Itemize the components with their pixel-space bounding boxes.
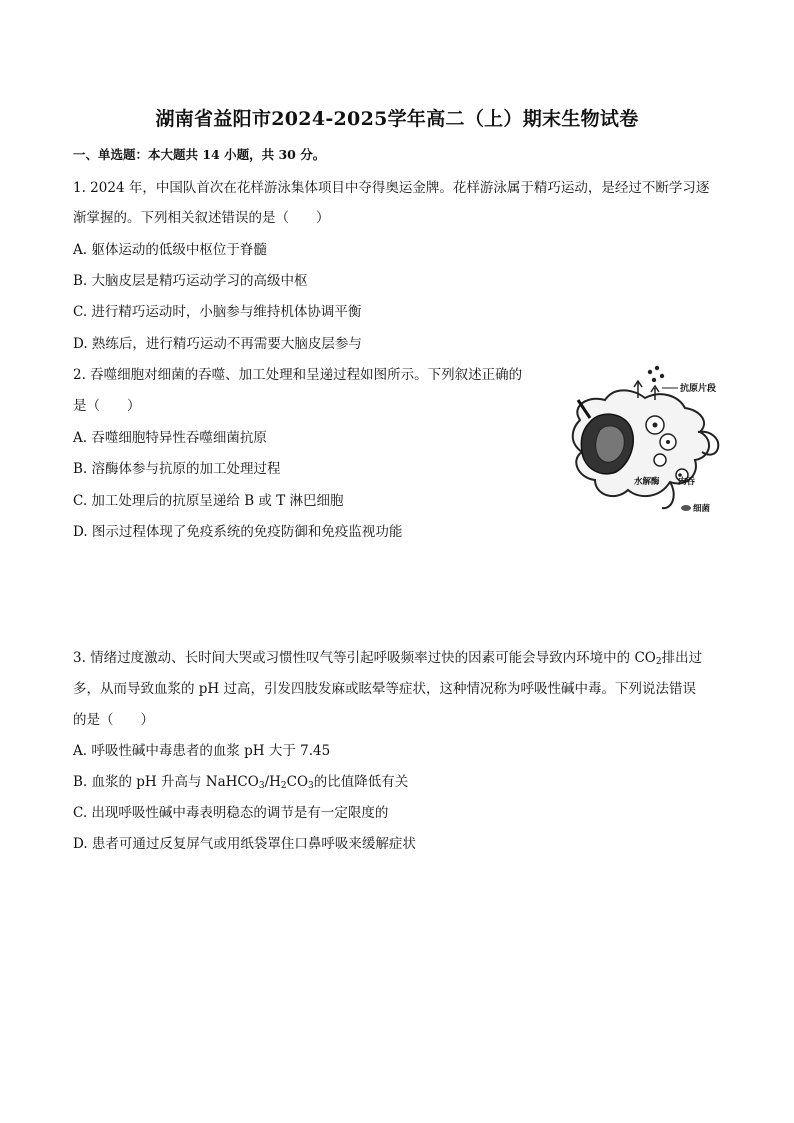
q2-option-c: C. 加工处理后的抗原呈递给 B 或 T 淋巴细胞 [73,493,344,509]
label-endosome: 内吞 [678,477,696,487]
page-title: 湖南省益阳市2024-2025学年高二（上）期末生物试卷 [155,108,639,130]
bacteria-shape [681,505,691,511]
q2-option-b: B. 溶酶体参与抗原的加工处理过程 [73,461,281,477]
q3-stem-line1: 3. 情绪过度激动、长时间大哭或习惯性叹气等引起呼吸频率过快的因素可能会导致内环境中的 $CO_2$排出过 [73,650,703,667]
q1-stem-line2: 渐掌握的。下列相关叙述错误的是（ ） [73,210,330,226]
label-hydrolase: 水解酶 [634,477,660,487]
section-heading: 一、单选题：本大题共 14 小题，共 30 分。 [73,147,326,162]
q3-option-d: D. 患者可通过反复屏气或用纸袋罩住口鼻呼吸来缓解症状 [73,836,416,852]
q2-stem-line2: 是（ ） [73,398,141,414]
q3-option-c: C. 出现呼吸性碱中毒表明稳态的调节是有一定限度的 [73,805,389,821]
phagocyte-figure [560,360,725,525]
q3-option-b: B. 血浆的 pH 升高与 $NaHCO_3/H_2CO_3$的比值降低有关 [73,774,409,791]
label-bacteria: 细菌 [693,504,711,514]
q3-option-a: A. 呼吸性碱中毒患者的血浆 pH 大于 7.45 [73,743,331,759]
q1-option-d: D. 熟练后，进行精巧运动不再需要大脑皮层参与 [73,336,362,352]
label-antigen: 抗原片段 [680,384,717,394]
q2-stem-line1: 2. 吞噬细胞对细菌的吞噬、加工处理和呈递过程如图所示。下列叙述正确的 [73,367,523,383]
q2-option-d: D. 图示过程体现了免疫系统的免疫防御和免疫监视功能 [73,524,403,540]
q2-option-a: A. 吞噬细胞特异性吞噬细菌抗原 [73,430,267,446]
q3-stem-line3: 的是（ ） [73,712,154,728]
q1-option-a: A. 躯体运动的低级中枢位于脊髓 [73,242,267,258]
q1-stem-line1: 1. 2024 年，中国队首次在花样游泳集体项目中夺得奥运金牌。花样游泳属于精巧运动，是经过不断学习逐 [73,180,710,196]
q1-option-b: B. 大脑皮层是精巧运动学习的高级中枢 [73,273,308,289]
q1-option-c: C. 进行精巧运动时，小脑参与维持机体协调平衡 [73,304,362,320]
q3-stem-line2: 多，从而导致血浆的 pH 过高，引发四肢发麻或眩晕等症状，这种情况称为呼吸性碱中毒。下列说法错误 [73,681,696,697]
vesicle-3 [654,454,666,466]
